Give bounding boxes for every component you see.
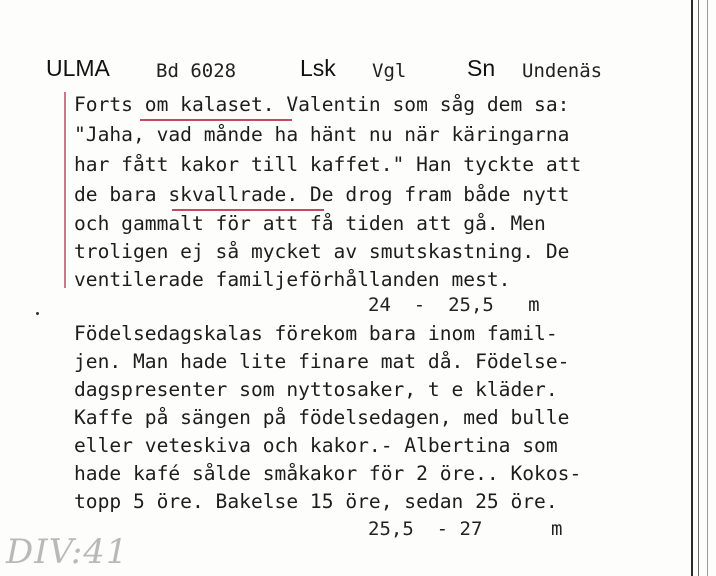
card-edge-line [698,0,699,576]
parish-label: Sn [467,55,496,81]
text-line: "Jaha, vad månde ha hänt nu när käringarna [74,123,570,146]
margin-mark [64,92,66,288]
text-line: Forts om kalaset. Valentin som såg dem sa: [74,93,570,116]
handwritten-signature: DIV:41 [6,532,129,572]
text-line: ventilerade familjeförhållanden mest. [74,268,511,291]
ink-dot [36,312,39,315]
volume-number: Bd 6028 [156,60,237,82]
province-label: Lsk [300,55,336,81]
card-edge-line [691,0,693,576]
text-line: eller veteskiva och kakor.- Albertina som [74,434,558,457]
parish-value: Undenäs [522,60,603,82]
underline-mark [140,119,292,121]
card-edge-line [707,0,708,576]
text-line: Födelsedagskalas förekom bara inom famil- [74,322,558,345]
range-marker: 25,5 - 27 m [368,518,563,540]
province-value: Vgl [372,60,407,82]
underline-mark [172,209,324,211]
text-line: har fått kakor till kaffet." Han tyckte att [74,153,582,176]
text-line: topp 5 öre. Bakelse 15 öre, sedan 25 öre. [74,490,558,513]
text-line: jen. Man hade lite finare mat då. Födelse- [74,350,570,373]
text-line: troligen ej så mycket av smutskastning. De [74,240,570,263]
text-line: hade kafé sålde småkakor för 2 öre.. Kokos- [74,462,582,485]
text-line: och gammalt för att få tiden att gå. Men [74,212,546,235]
text-line: dagspresenter som nyttosaker, t e kläder. [74,378,558,401]
text-line: de bara skvallrade. De drog fram både nytt [74,183,570,206]
text-line: Kaffe på sängen på födelsedagen, med bulle [74,406,570,429]
collection-code: ULMA [46,55,110,81]
range-marker: 24 - 25,5 m [368,294,540,316]
